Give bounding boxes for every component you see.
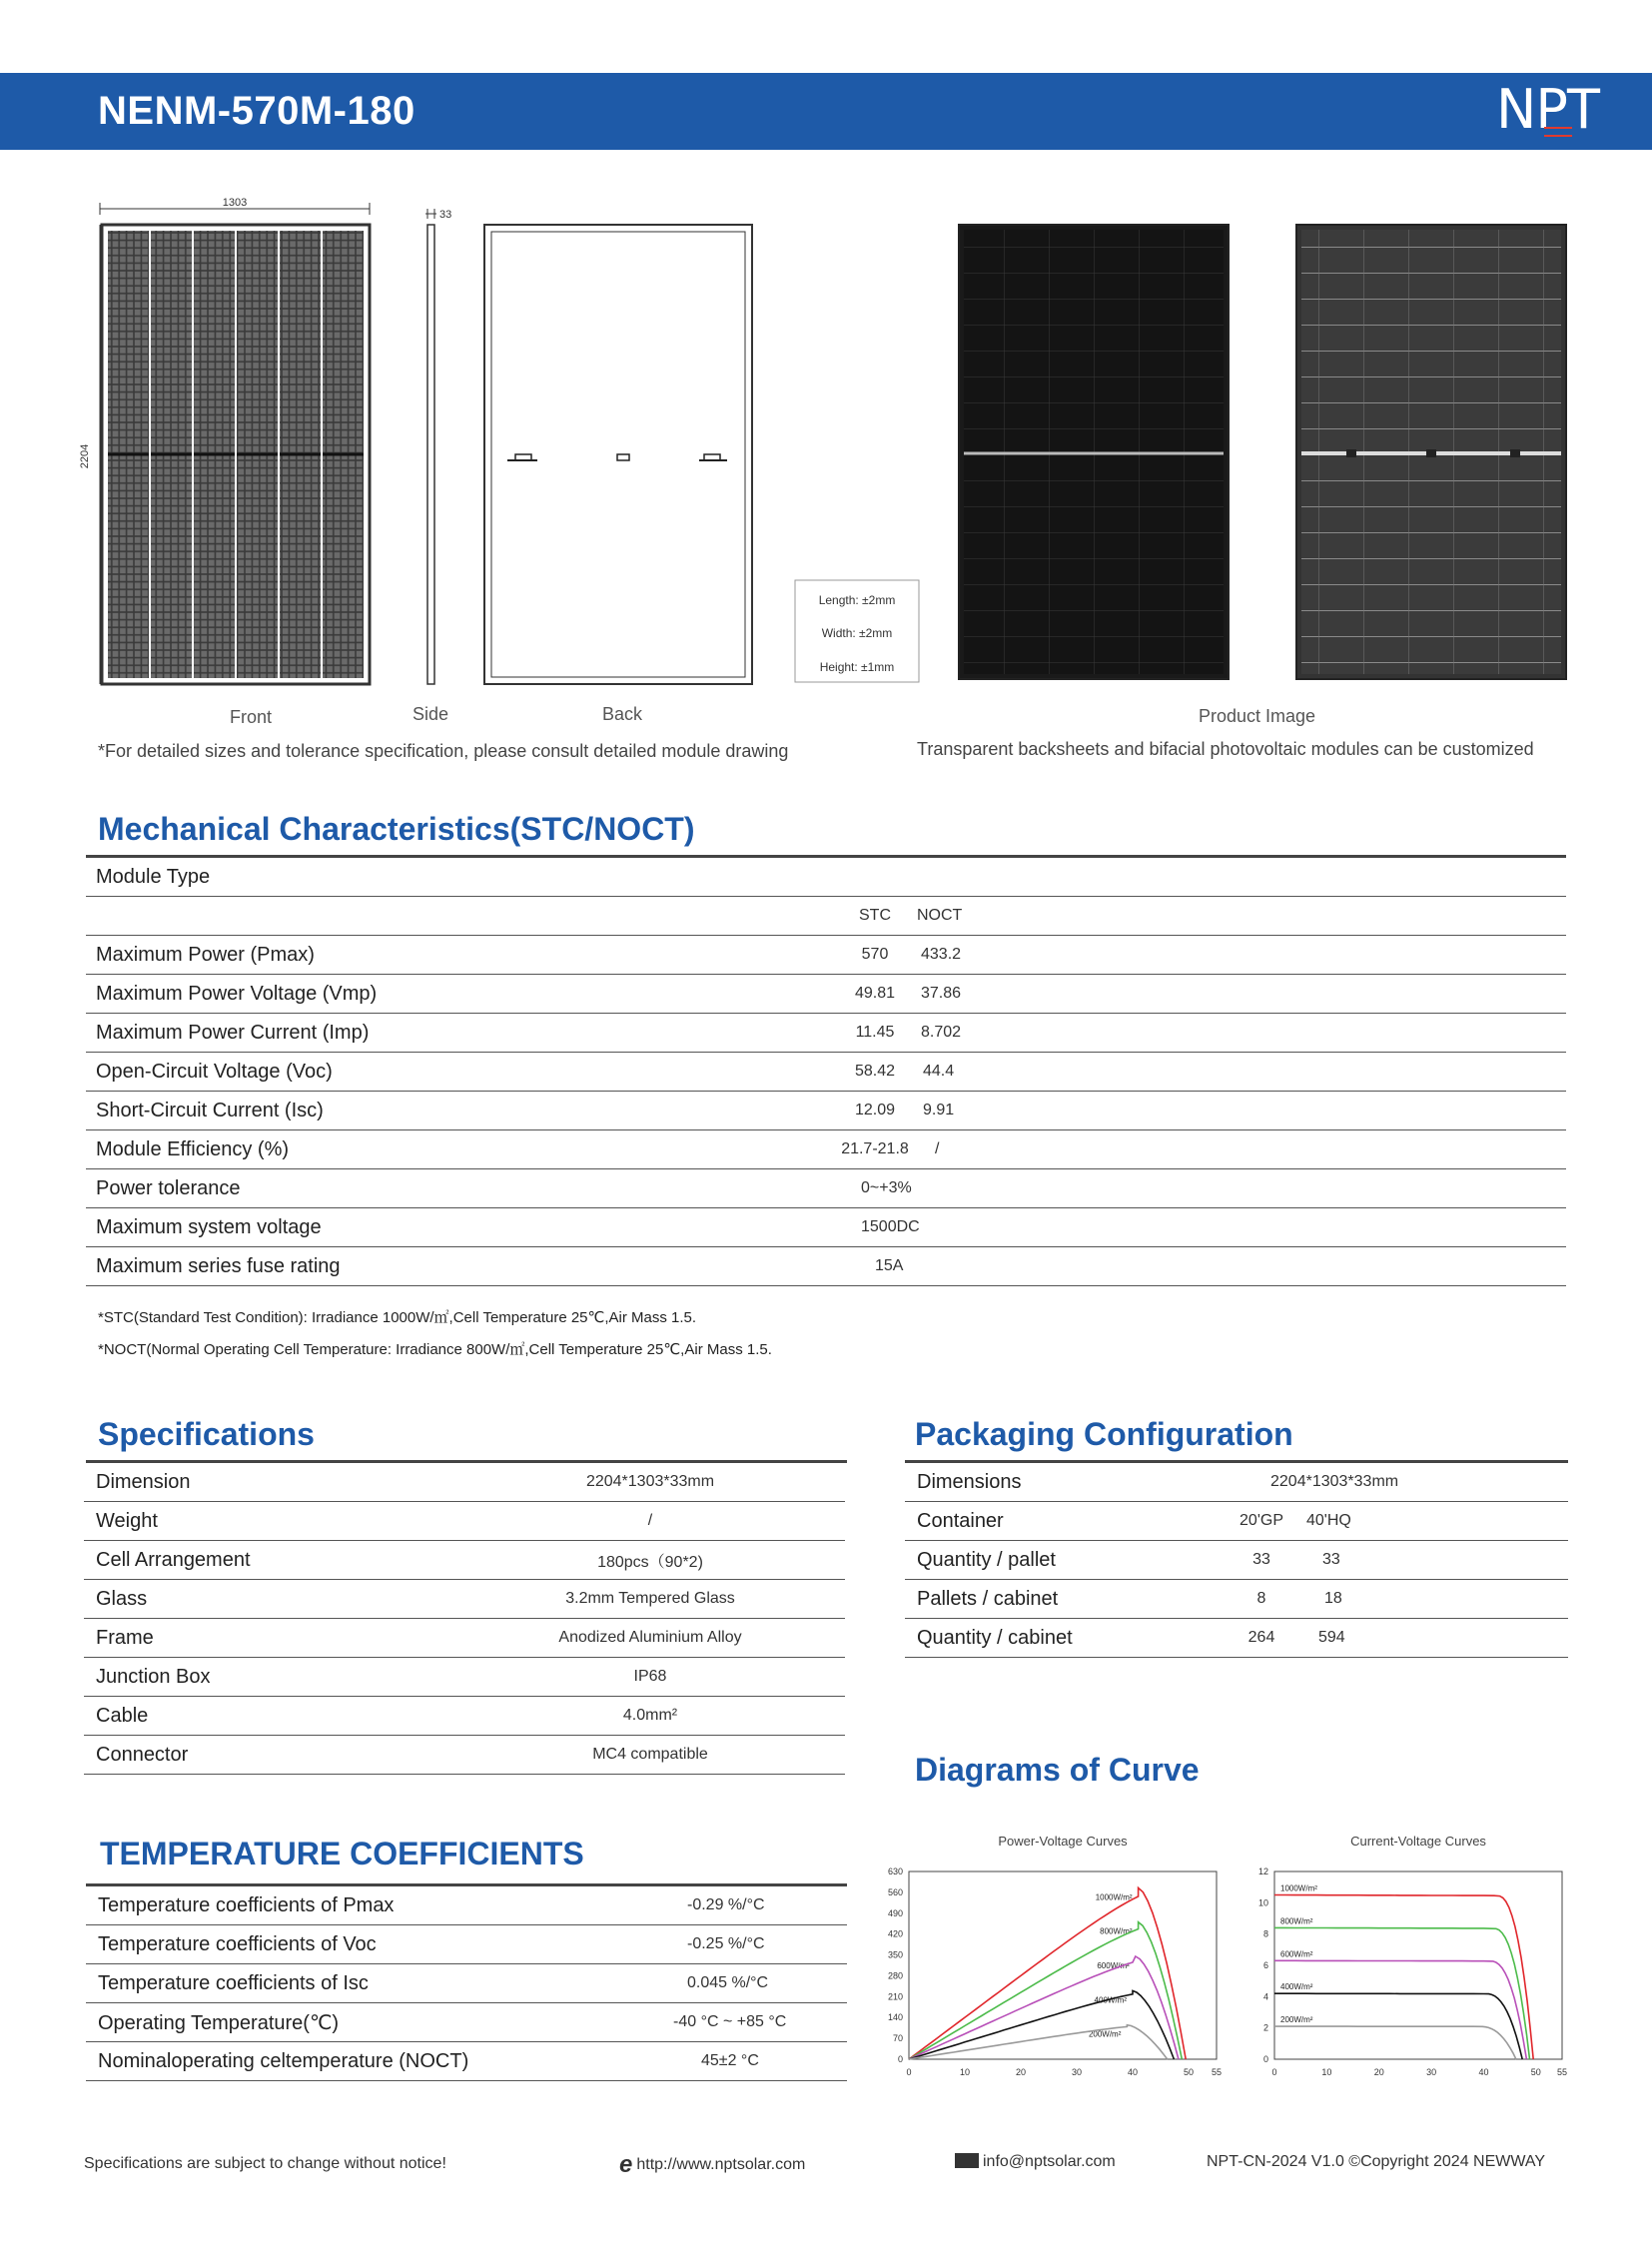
row-label: Temperature coefficients of Voc	[86, 1925, 517, 1964]
row-label: Nominaloperating celtemperature (NOCT)	[86, 2042, 517, 2081]
pv-chart	[869, 1824, 1229, 2093]
y-tick-label: 0	[1262, 2054, 1268, 2064]
table-row	[905, 1580, 1568, 1619]
table-row	[84, 1580, 845, 1619]
table-row	[84, 1541, 845, 1580]
table-row	[84, 1619, 845, 1658]
row-b: 594	[1306, 1619, 1568, 1658]
row-noct: /	[915, 1130, 1566, 1169]
tolerance-width: Width: ±2mm	[821, 626, 893, 640]
y-tick-label: 12	[1257, 1867, 1268, 1876]
label-front: Front	[230, 707, 273, 727]
tolerance-length: Length: ±2mm	[818, 593, 896, 607]
row-label: Open-Circuit Voltage (Voc)	[86, 1053, 835, 1092]
table-row	[86, 1208, 1566, 1247]
series-label: 800W/m²	[1280, 1916, 1313, 1926]
table-row	[86, 1247, 1566, 1286]
row-label: Temperature coefficients of Isc	[86, 1964, 517, 2003]
pv-chart-svg	[869, 1824, 1229, 2093]
dim-width: 1303	[222, 197, 248, 209]
row-label: Maximum system voltage	[86, 1208, 835, 1247]
y-tick-label: 210	[887, 1991, 903, 2002]
chart-title: Power-Voltage Curves	[998, 1834, 1128, 1849]
tolerance-height: Height: ±1mm	[819, 660, 895, 674]
dim-height: 2204	[79, 443, 91, 469]
module-drawings	[60, 195, 1598, 714]
col-40hq: 40'HQ	[1306, 1502, 1568, 1541]
x-tick-label: 55	[1211, 2067, 1223, 2077]
y-tick-label: 70	[892, 2033, 903, 2044]
row-value: Anodized Aluminium Alloy	[455, 1619, 845, 1658]
row-noct: 8.702	[915, 1014, 1566, 1053]
table-row	[86, 858, 1566, 897]
table-row	[86, 936, 1566, 975]
website-link[interactable]: http://www.nptsolar.com	[636, 2156, 806, 2173]
table-row	[84, 1502, 845, 1541]
series-label: 400W/m²	[1094, 1995, 1127, 2005]
row-noct: 433.2	[915, 936, 1566, 975]
row-value: 1500DC	[835, 1208, 1566, 1247]
row-value: MC4 compatible	[455, 1736, 845, 1775]
row-label: Weight	[84, 1502, 455, 1541]
y-tick-label: 280	[887, 1970, 903, 1981]
row-value: 4.0mm²	[455, 1697, 845, 1736]
row-value: 15A	[835, 1247, 1566, 1286]
x-tick-label: 55	[1556, 2067, 1568, 2077]
row-label: Dimensions	[905, 1463, 1217, 1502]
row-label: Pallets / cabinet	[905, 1580, 1217, 1619]
row-label: Dimension	[84, 1463, 455, 1502]
table-row	[86, 1925, 847, 1964]
packaging-title: Packaging Configuration	[915, 1416, 1293, 1452]
row-label: Quantity / cabinet	[905, 1619, 1217, 1658]
table-row	[84, 1658, 845, 1697]
row-value: 2204*1303*33mm	[1217, 1463, 1568, 1502]
table-row	[86, 1964, 847, 2003]
footer-copyright: NPT-CN-2024 V1.0 ©Copyright 2024 NEWWAY	[1207, 2153, 1546, 2170]
label-back: Back	[602, 704, 643, 724]
series-label: 400W/m²	[1280, 1982, 1313, 1992]
mechanical-table	[86, 858, 1566, 1286]
table-row	[86, 1169, 1566, 1208]
temperature-table	[86, 1886, 847, 2081]
module-type-label: Module Type	[86, 858, 1566, 897]
row-value: IP68	[455, 1658, 845, 1697]
series-label: 1000W/m²	[1280, 1883, 1317, 1893]
table-row	[905, 1463, 1568, 1502]
mechanical-title: Mechanical Characteristics(STC/NOCT)	[98, 811, 695, 847]
side-profile	[427, 225, 434, 684]
table-row	[86, 2003, 847, 2042]
row-label: Cell Arrangement	[84, 1541, 455, 1580]
table-row	[86, 1886, 847, 1925]
y-tick-label: 8	[1262, 1928, 1268, 1939]
footnote-stc: *STC(Standard Test Condition): Irradiance 1000W/㎡,Cell Temperature 25℃,Air Mass 1.5.	[98, 1309, 697, 1326]
globe-icon: e	[619, 2151, 633, 2178]
x-tick-label: 10	[959, 2067, 971, 2077]
x-tick-label: 0	[1271, 2067, 1277, 2077]
y-tick-label: 420	[887, 1928, 903, 1939]
footnote-noct: *NOCT(Normal Operating Cell Temperature: Irradiance 800W/㎡,Cell Temperature 25℃,Air Mass 1.5.	[98, 1341, 772, 1358]
series-label: 600W/m²	[1097, 1961, 1130, 1971]
plot-area	[1274, 1871, 1562, 2059]
row-b: 33	[1306, 1541, 1568, 1580]
table-row	[905, 1619, 1568, 1658]
row-stc: 570	[835, 936, 915, 975]
footer-email[interactable]	[955, 2153, 1116, 2171]
x-tick-label: 40	[1127, 2067, 1139, 2077]
envelope-icon	[955, 2153, 979, 2168]
specifications-table	[84, 1463, 845, 1775]
customization-note: Transparent backsheets and bifacial photovoltaic modules can be customized	[917, 739, 1534, 759]
row-a: 8	[1217, 1580, 1306, 1619]
series-label: 600W/m²	[1280, 1949, 1313, 1959]
drawings-svg	[60, 195, 1598, 714]
table-row	[86, 1130, 1566, 1169]
row-stc: 21.7-21.8	[835, 1130, 915, 1169]
row-value: 180pcs（90*2)	[455, 1541, 845, 1580]
row-noct: 44.4	[915, 1053, 1566, 1092]
row-b: 18	[1306, 1580, 1568, 1619]
x-tick-label: 50	[1183, 2067, 1195, 2077]
x-tick-label: 20	[1015, 2067, 1027, 2077]
x-tick-label: 50	[1530, 2067, 1541, 2077]
row-noct: 9.91	[915, 1092, 1566, 1130]
y-tick-label: 4	[1262, 1991, 1268, 2002]
email-link[interactable]: info@nptsolar.com	[983, 2153, 1116, 2170]
row-stc: 58.42	[835, 1053, 915, 1092]
series-label: 1000W/m²	[1095, 1892, 1133, 1902]
iv-chart	[1235, 1824, 1574, 2093]
col-20gp: 20'GP	[1217, 1502, 1306, 1541]
npt-logo: NPT	[1496, 78, 1599, 141]
row-value: 0~+3%	[835, 1169, 1566, 1208]
row-value: 0.045 %/°C	[517, 1964, 847, 2003]
x-tick-label: 40	[1478, 2067, 1489, 2077]
row-label: Quantity / pallet	[905, 1541, 1217, 1580]
row-label: Connector	[84, 1736, 455, 1775]
y-tick-label: 350	[887, 1949, 903, 1960]
dim-thickness: 33	[439, 209, 452, 221]
x-tick-label: 10	[1321, 2067, 1332, 2077]
series-label: 200W/m²	[1280, 2015, 1313, 2025]
row-value: 45±2 °C	[517, 2042, 847, 2081]
table-row	[84, 1463, 845, 1502]
col-noct: NOCT	[915, 897, 1566, 936]
row-value: -0.25 %/°C	[517, 1925, 847, 1964]
row-value: -0.29 %/°C	[517, 1886, 847, 1925]
table-row	[905, 1502, 1568, 1541]
row-stc: 11.45	[835, 1014, 915, 1053]
row-label: Power tolerance	[86, 1169, 835, 1208]
y-tick-label: 2	[1262, 2022, 1268, 2033]
x-tick-label: 20	[1373, 2067, 1384, 2077]
row-stc: 12.09	[835, 1092, 915, 1130]
row-label: Junction Box	[84, 1658, 455, 1697]
y-tick-label: 10	[1257, 1897, 1268, 1908]
curves-title: Diagrams of Curve	[915, 1752, 1200, 1788]
model-title: NENM-570M-180	[98, 89, 415, 133]
row-label: Cable	[84, 1697, 455, 1736]
y-tick-label: 0	[897, 2054, 903, 2064]
footer-notice: Specifications are subject to change without notice!	[84, 2155, 446, 2172]
x-tick-label: 0	[906, 2067, 912, 2077]
row-label: Glass	[84, 1580, 455, 1619]
x-tick-label: 30	[1071, 2067, 1083, 2077]
row-a: 33	[1217, 1541, 1306, 1580]
y-tick-label: 140	[887, 2012, 903, 2023]
chart-title: Current-Voltage Curves	[1350, 1834, 1486, 1849]
table-row	[86, 1092, 1566, 1130]
row-value: /	[455, 1502, 845, 1541]
row-label: Container	[905, 1502, 1217, 1541]
specifications-title: Specifications	[98, 1416, 315, 1452]
row-label: Frame	[84, 1619, 455, 1658]
drawing-note: *For detailed sizes and tolerance specification, please consult detailed module drawing	[98, 741, 789, 761]
col-stc: STC	[835, 897, 915, 936]
label-side: Side	[413, 704, 449, 724]
table-row	[84, 1697, 845, 1736]
row-label: Short-Circuit Current (Isc)	[86, 1092, 835, 1130]
row-value: -40 °C ~ +85 °C	[517, 2003, 847, 2042]
label-product-image: Product Image	[1199, 706, 1316, 726]
row-stc: 49.81	[835, 975, 915, 1014]
row-label: Maximum Power Current (Imp)	[86, 1014, 835, 1053]
table-row	[86, 975, 1566, 1014]
row-label: Maximum Power (Pmax)	[86, 936, 835, 975]
y-tick-label: 630	[887, 1867, 903, 1876]
row-label: Maximum Power Voltage (Vmp)	[86, 975, 835, 1014]
footer-website[interactable]	[619, 2151, 805, 2179]
row-value: 3.2mm Tempered Glass	[455, 1580, 845, 1619]
iv-chart-svg	[1235, 1824, 1574, 2093]
row-label: Maximum series fuse rating	[86, 1247, 835, 1286]
table-row	[86, 2042, 847, 2081]
x-tick-label: 30	[1426, 2067, 1437, 2077]
y-tick-label: 560	[887, 1886, 903, 1897]
table-row	[86, 1053, 1566, 1092]
table-row	[905, 1541, 1568, 1580]
table-row	[86, 1014, 1566, 1053]
y-tick-label: 6	[1262, 1960, 1268, 1970]
packaging-table	[905, 1463, 1568, 1658]
row-label: Temperature coefficients of Pmax	[86, 1886, 517, 1925]
row-noct: 37.86	[915, 975, 1566, 1014]
row-label: Module Efficiency (%)	[86, 1130, 835, 1169]
row-label: Operating Temperature(℃)	[86, 2003, 517, 2042]
series-label: 200W/m²	[1088, 2029, 1122, 2039]
header-bar	[0, 73, 1652, 150]
row-a: 264	[1217, 1619, 1306, 1658]
y-tick-label: 490	[887, 1907, 903, 1918]
row-value: 2204*1303*33mm	[455, 1463, 845, 1502]
series-label: 800W/m²	[1100, 1926, 1133, 1936]
table-row	[84, 1736, 845, 1775]
temperature-title: TEMPERATURE COEFFICIENTS	[100, 1836, 584, 1871]
table-row	[86, 897, 1566, 936]
